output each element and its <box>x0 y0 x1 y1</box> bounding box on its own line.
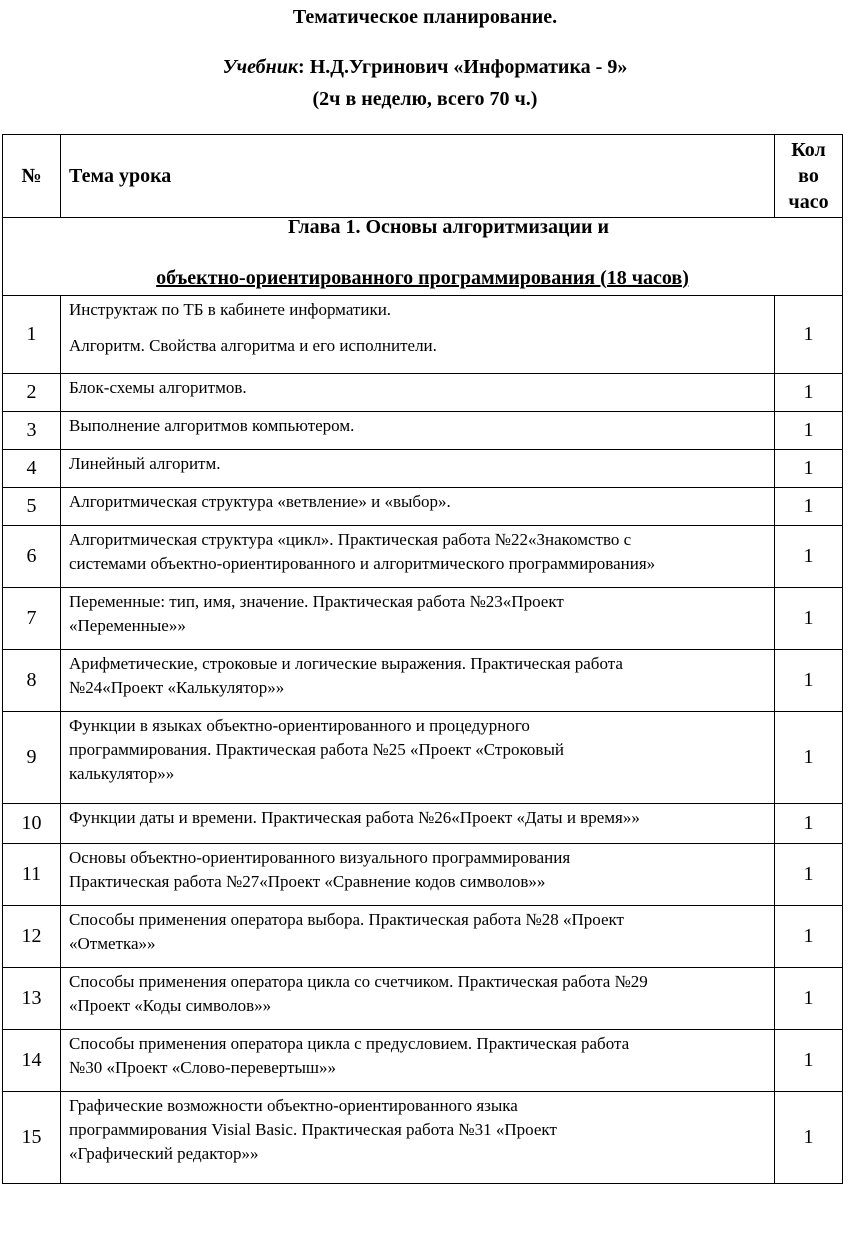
lesson-number: 7 <box>3 588 61 650</box>
lesson-topic-line: Способы применения оператора цикла со счетчиком. Практическая работа №29 <box>69 972 648 991</box>
lesson-plan-table <box>2 134 843 1184</box>
lesson-hours: 1 <box>775 844 843 906</box>
lesson-topic <box>61 296 775 374</box>
textbook-value: : Н.Д.Угринович «Информатика - 9» <box>298 56 628 78</box>
chapter-title-line2-text: объектно-ориентированного программирования (18 часов) <box>156 266 689 289</box>
lesson-topic <box>61 968 775 1030</box>
lesson-number: 5 <box>3 488 61 526</box>
table-row <box>3 1030 843 1092</box>
lesson-topic <box>61 374 775 412</box>
lesson-number: 3 <box>3 412 61 450</box>
lesson-topic-line: Алгоритмическая структура «ветвление» и «выбор». <box>69 492 451 511</box>
lesson-number: 13 <box>3 968 61 1030</box>
lesson-number: 6 <box>3 526 61 588</box>
lesson-hours: 1 <box>775 712 843 804</box>
lesson-topic-line: Арифметические, строковые и логические выражения. Практическая работа <box>69 654 623 673</box>
table-row <box>3 296 843 374</box>
table-header-row <box>3 135 843 218</box>
lesson-topic <box>61 488 775 526</box>
lesson-topic <box>61 844 775 906</box>
table-row <box>3 450 843 488</box>
hours-header-line: во <box>798 165 819 187</box>
textbook-label: Учебник <box>222 56 299 78</box>
lesson-hours: 1 <box>775 374 843 412</box>
lesson-topic <box>61 804 775 844</box>
lesson-topic-line: «Переменные»» <box>69 616 186 635</box>
lesson-topic-line: системами объектно-ориентированного и алгоритмического программирования» <box>69 554 656 573</box>
lesson-hours: 1 <box>775 296 843 374</box>
lesson-topic-line: №24«Проект «Калькулятор»» <box>69 678 285 697</box>
lesson-topic-line: Переменные: тип, имя, значение. Практическая работа №23«Проект <box>69 592 564 611</box>
lesson-hours: 1 <box>775 906 843 968</box>
lesson-hours: 1 <box>775 1030 843 1092</box>
table-row <box>3 526 843 588</box>
lesson-number: 14 <box>3 1030 61 1092</box>
lesson-topic <box>61 588 775 650</box>
lesson-topic-line: Способы применения оператора цикла с предусловием. Практическая работа <box>69 1034 630 1053</box>
hours-header-line: Кол <box>791 139 826 161</box>
lesson-topic-line: Выполнение алгоритмов компьютером. <box>69 416 355 435</box>
lesson-topic-line: Инструктаж по ТБ в кабинете информатики. <box>69 300 392 319</box>
lesson-topic-line: Алгоритмическая структура «цикл». Практическая работа №22«Знакомство с <box>69 530 632 549</box>
textbook-line <box>0 56 850 79</box>
chapter-heading <box>3 215 843 296</box>
column-header-hours <box>775 135 843 218</box>
lesson-number: 4 <box>3 450 61 488</box>
lesson-topic <box>61 450 775 488</box>
table-row <box>3 844 843 906</box>
chapter-title-line2 <box>3 267 842 290</box>
lesson-hours: 1 <box>775 968 843 1030</box>
lesson-topic-line: №30 «Проект «Слово-перевертыш»» <box>69 1058 336 1077</box>
lesson-topic-line: Линейный алгоритм. <box>69 454 221 473</box>
lesson-hours: 1 <box>775 450 843 488</box>
table-row <box>3 804 843 844</box>
lesson-topic <box>61 712 775 804</box>
lesson-number: 8 <box>3 650 61 712</box>
chapter-title-line1: Глава 1. Основы алгоритмизации и <box>287 215 610 238</box>
lesson-topic-line: Алгоритм. Свойства алгоритма и его исполнители. <box>69 336 437 355</box>
hours-note: (2ч в неделю, всего 70 ч.) <box>312 88 538 110</box>
lesson-hours: 1 <box>775 412 843 450</box>
lesson-hours: 1 <box>775 1092 843 1184</box>
lesson-topic <box>61 412 775 450</box>
lesson-topic-line: «Графический редактор»» <box>69 1144 259 1163</box>
lesson-topic-line: Блок-схемы алгоритмов. <box>69 378 247 397</box>
lesson-topic <box>61 1030 775 1092</box>
lesson-topic-line: Основы объектно-ориентированного визуального программирования <box>69 848 571 867</box>
lesson-topic-line: калькулятор»» <box>69 764 175 783</box>
page-title: Тематическое планирование. <box>292 6 558 28</box>
lesson-topic-line: Графические возможности объектно-ориентированного языка <box>69 1096 518 1115</box>
lesson-number: 1 <box>3 296 61 374</box>
lesson-topic <box>61 906 775 968</box>
lesson-hours: 1 <box>775 650 843 712</box>
lesson-number: 11 <box>3 844 61 906</box>
lesson-hours: 1 <box>775 804 843 844</box>
table-row <box>3 906 843 968</box>
lesson-topic-line: Функции даты и времени. Практическая работа №26«Проект «Даты и время»» <box>69 808 640 827</box>
lesson-topic-line: Функции в языках объектно-ориентированного и процедурного <box>69 716 530 735</box>
lesson-topic-line: Практическая работа №27«Проект «Сравнение кодов символов»» <box>69 872 546 891</box>
chapter-row <box>3 218 843 296</box>
lesson-topic-line: программирования. Практическая работа №25 «Проект «Строковый <box>69 740 564 759</box>
table-row <box>3 412 843 450</box>
table-row <box>3 588 843 650</box>
table-row <box>3 712 843 804</box>
lesson-topic-line: Способы применения оператора выбора. Практическая работа №28 «Проект <box>69 910 624 929</box>
lesson-number: 10 <box>3 804 61 844</box>
table-row <box>3 968 843 1030</box>
table-row <box>3 1092 843 1184</box>
column-header-topic: Тема урока <box>61 135 775 218</box>
hours-header-line: часо <box>788 191 829 213</box>
table-row <box>3 374 843 412</box>
lesson-hours: 1 <box>775 588 843 650</box>
lesson-topic <box>61 650 775 712</box>
table-row <box>3 650 843 712</box>
lesson-topic <box>61 526 775 588</box>
lesson-number: 2 <box>3 374 61 412</box>
lesson-hours: 1 <box>775 526 843 588</box>
lesson-number: 9 <box>3 712 61 804</box>
lesson-number: 12 <box>3 906 61 968</box>
lesson-topic <box>61 1092 775 1184</box>
table-row <box>3 488 843 526</box>
lesson-topic-line: «Проект «Коды символов»» <box>69 996 272 1015</box>
lesson-topic-line: программирования Visial Basic. Практическая работа №31 «Проект <box>69 1120 557 1139</box>
lesson-number: 15 <box>3 1092 61 1184</box>
lesson-topic-line: «Отметка»» <box>69 934 156 953</box>
lesson-hours: 1 <box>775 488 843 526</box>
column-header-number: № <box>3 135 61 218</box>
